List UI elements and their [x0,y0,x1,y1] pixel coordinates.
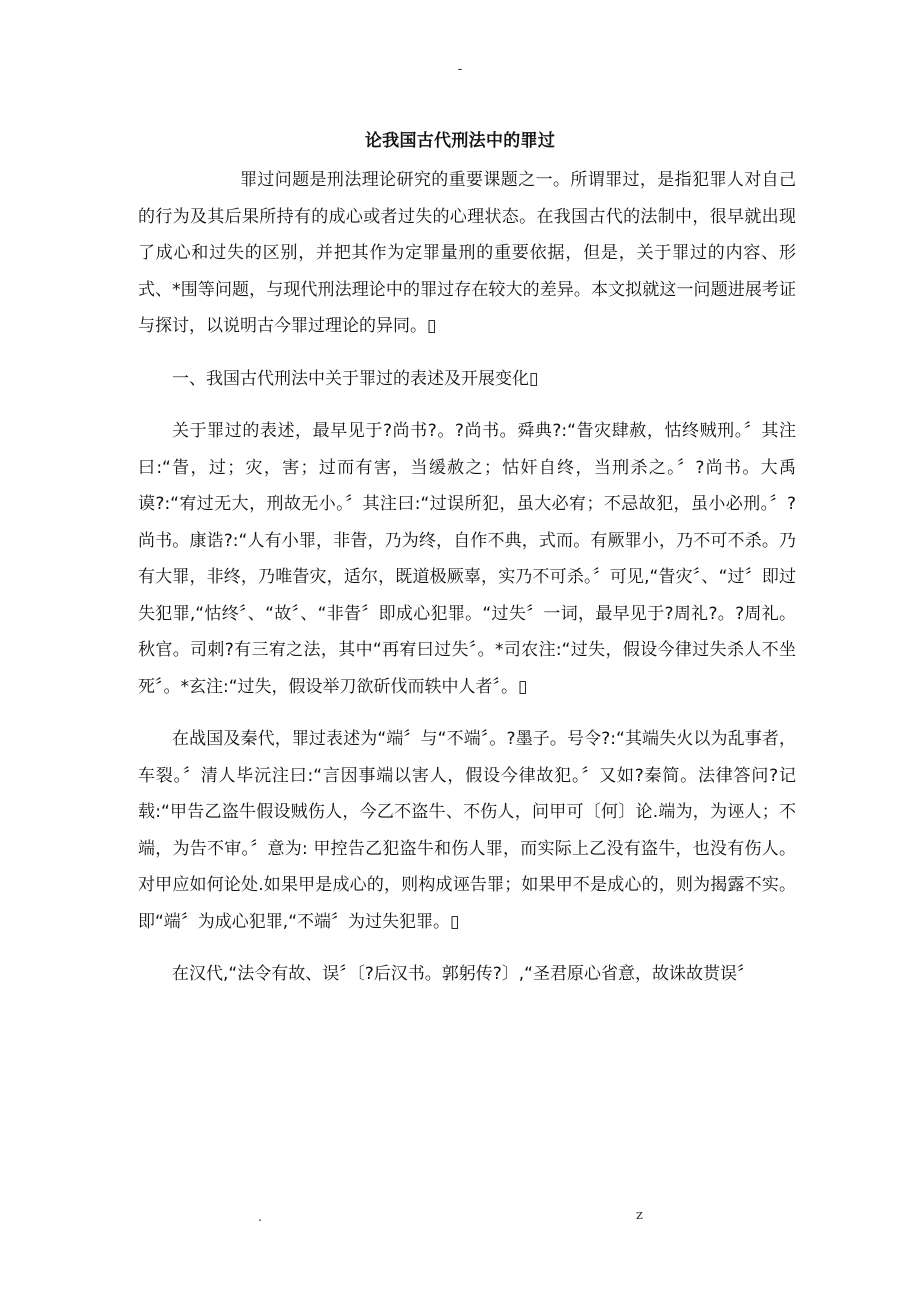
document-body [138,162,796,1009]
footer-left-mark: . [258,1210,263,1225]
paragraph-qin: 在战国及秦代，罪过表述为“端〞与“不端〞。?墨子。号令?:“其端失火以为乱事者，车裂。〞清人毕沅注曰:“言因事端以害人，假设今律故犯。〞又如?秦简。法律答问?记载:“甲告乙盗牛假设贼伤人，今乙不盗牛、不伤人，问甲可〔何〕论.端为，为诬人；不端，为告不审。〞意为: 甲控告乙犯盗牛和伤人罪，而实际上乙没有盗牛，也没有伤人。对甲应如何论处.如果甲是成心的，则构成诬告罪；如果甲不是成心的，则为揭露不实。即“端〞为成心犯罪,“不端〞为过失犯罪。▯ [138,729,796,932]
paragraph-shangshu: 关于罪过的表述，最早见于?尚书?。?尚书。舜典?:“眚灾肆赦，怙终贼刑。〞其注曰:“眚，过；灾，害；过而有害，当缓赦之；怙奸自终，当刑杀之。〞?尚书。大禹谟?:“宥过无大，刑故无小。〞其注曰:“过误所犯，虽大必宥；不忌故犯，虽小必刑。〞?尚书。康诰?:“人有小罪，非眚，乃为终，自作不典，式而。有厥罪小，乃不可不杀。乃有大罪，非终，乃唯眚灾，适尔，既道极厥辜，实乃不可杀。〞可见,“眚灾〞、“过〞即过失犯罪,“怙终〞、“故〞、“非眚〞即成心犯罪。“过失〞一词，最早见于?周礼?。?周礼。秋官。司刺?有三宥之法，其中“再宥曰过失〞。*司农注:“过失，假设今律过失杀人不坐死〞。*玄注:“过失，假设举刀欲斫伐而轶中人者〞。▯ [138,421,796,697]
footer-right-mark: z [636,1208,643,1223]
header-mark: - [457,62,463,77]
section-heading-1: 一、我国古代刑法中关于罪过的表述及开展变化▯ [172,368,539,389]
document-title: 论我国古代刑法中的罪过 [364,131,556,151]
paragraph-intro: 罪过问题是刑法理论研究的重要课题之一。所谓罪过，是指犯罪人对自己的行为及其后果所持有的成心或者过失的心理状态。在我国古代的法制中，很早就出现了成心和过失的区别，并把其作为定罪量刑的重要依据，但是，关于罪过的内容、形式、*围等问题，与现代刑法理论中的罪过存在较大的差异。本文拟就这一问题进展考证与探讨，以说明古今罪过理论的异同。▯ [138,170,796,336]
paragraph-han: 在汉代,“法令有故、误〞〔?后汉书。郭躬传?〕,“圣君原心省意，故诛故贳误〞 [172,964,754,984]
